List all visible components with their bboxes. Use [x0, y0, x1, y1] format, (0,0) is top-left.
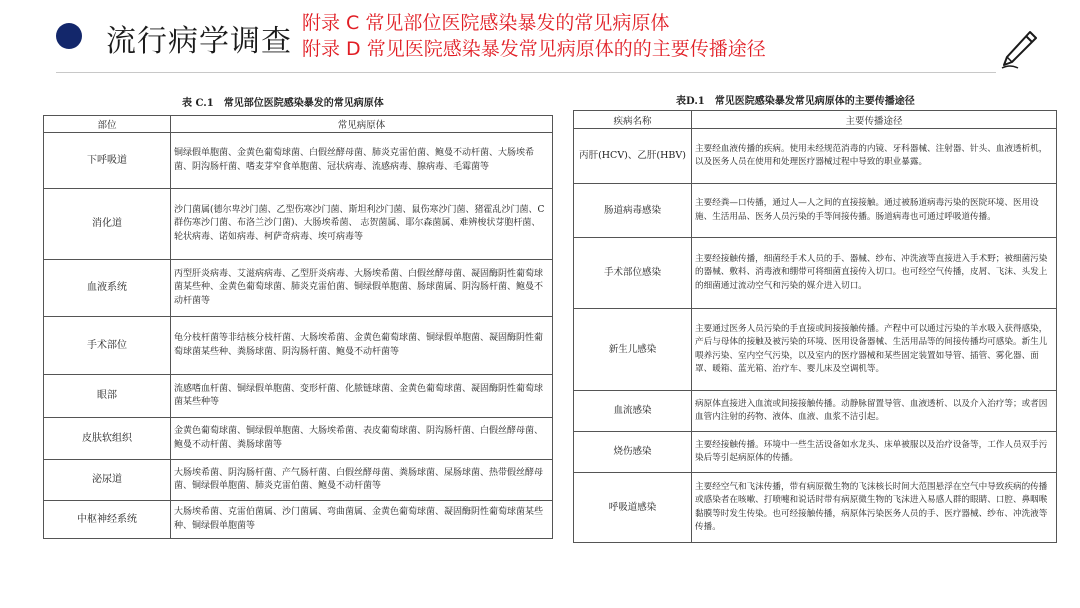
- table-c-caption: 表 C.1 常见部位医院感染暴发的常见病原体: [182, 98, 384, 109]
- site-cell: 中枢神经系统: [44, 501, 171, 539]
- route-cell: 主要经接触传播。环境中一些生活设备如水龙头、床单被服以及治疗设备等，工作人员双手污染后等引起病原体的传播。: [692, 432, 1057, 473]
- table-row: [44, 317, 553, 375]
- disease-cell: 血流感染: [574, 391, 692, 432]
- route-cell: 主要经粪—口传播，通过人—人之间的直接接触。通过被肠道病毒污染的医院环境、医用设施、生活用品、医务人员污染的手等间接传播。肠道病毒也可通过呼吸道传播。: [692, 184, 1057, 238]
- column-header: 常见病原体: [171, 116, 553, 133]
- disease-cell: 烧伤感染: [574, 432, 692, 473]
- table-row: [574, 184, 1057, 238]
- appendix-d-title: 附录 D 常见医院感染暴发常见病原体的的主要传播途径: [302, 38, 766, 60]
- pathogen-table: [43, 115, 553, 539]
- pathogen-cell: 金黄色葡萄球菌、铜绿假单胞菌、大肠埃希菌、表皮葡萄球菌、阴沟肠杆菌、白假丝酵母菌、鲍曼不动杆菌、粪肠球菌等: [171, 418, 553, 460]
- pathogen-cell: 龟分枝杆菌等非结核分枝杆菌、大肠埃希菌、金黄色葡萄球菌、铜绿假单胞菌、凝固酶阴性葡萄球菌某些种、粪肠球菌、阴沟肠杆菌、鲍曼不动杆菌等: [171, 317, 553, 375]
- pathogen-cell: 铜绿假单胞菌、金黄色葡萄球菌、白假丝酵母菌、肺炎克雷伯菌、鲍曼不动杆菌、大肠埃希菌、阴沟肠杆菌、嗜麦芽窄食单胞菌、冠状病毒、流感病毒、腺病毒、毛霉菌等: [171, 133, 553, 189]
- route-cell: 主要经空气和飞沫传播，带有病原微生物的飞沫核长时间大范围悬浮在空气中导致疾病的传播或感染者在咳嗽、打喷嚏和说话时带有病原微生物的飞沫进入易感人群的眼睛、口腔、鼻咽喉黏膜等时发生传染。也可经接触传播，病原体污染医务人员的手、医疗器械、纱布、冲洗液等传播。: [692, 473, 1057, 543]
- header-divider: [56, 72, 996, 73]
- table-header-row: [574, 111, 1057, 129]
- table-row: [44, 189, 553, 260]
- table-row: [574, 309, 1057, 391]
- disease-cell: 肠道病毒感染: [574, 184, 692, 238]
- table-row: [574, 432, 1057, 473]
- page-title: 流行病学调查: [106, 24, 292, 59]
- site-cell: 消化道: [44, 189, 171, 260]
- site-cell: 眼部: [44, 375, 171, 418]
- disease-cell: 呼吸道感染: [574, 473, 692, 543]
- table-row: [574, 391, 1057, 432]
- site-cell: 皮肤软组织: [44, 418, 171, 460]
- pathogen-cell: 流感嗜血杆菌、铜绿假单胞菌、变形杆菌、化脓链球菌、金黄色葡萄球菌、凝固酶阴性葡萄球菌某些种等: [171, 375, 553, 418]
- header-dot: [56, 23, 82, 49]
- pen-icon: [996, 28, 1040, 72]
- table-row: [574, 238, 1057, 309]
- table-row: [44, 460, 553, 501]
- disease-cell: 手术部位感染: [574, 238, 692, 309]
- route-cell: 主要通过医务人员污染的手直接或间接接触传播。产程中可以通过污染的羊水吸入获得感染，产后与母体的接触及被污染的环境、医用设备器械、生活用品等的间接传播均可感染。新生儿喂养污染、室内空气污染，以及室内的医疗器械和某些固定装置如导管、插管、雾化器、面罩、暖箱、蓝光箱、治疗车、婴儿床及空调机等。: [692, 309, 1057, 391]
- disease-cell: 新生儿感染: [574, 309, 692, 391]
- table-row: [44, 260, 553, 317]
- site-cell: 血液系统: [44, 260, 171, 317]
- pathogen-cell: 大肠埃希菌、克雷伯菌属、沙门菌属、弯曲菌属、金黄色葡萄球菌、凝固酶阴性葡萄球菌某些种、铜绿假单胞菌等: [171, 501, 553, 539]
- transmission-table: [573, 110, 1057, 543]
- table-d-caption: 表D.1 常见医院感染暴发常见病原体的主要传播途径: [676, 96, 915, 107]
- site-cell: 手术部位: [44, 317, 171, 375]
- table-header-row: [44, 116, 553, 133]
- column-header: 主要传播途径: [692, 111, 1057, 129]
- pathogen-cell: 沙门菌属(德尔卑沙门菌、乙型伤寒沙门菌、斯坦利沙门菌、鼠伤寒沙门菌、猪霍乱沙门菌、C 群伤寒沙门菌、布洛兰沙门菌)、大肠埃希菌、 志贺菌属、耶尔森菌属、难辨梭状芽胞杆菌、轮状病毒、诺如病毒、柯萨奇病毒、埃可病毒等: [171, 189, 553, 260]
- table-row: [574, 129, 1057, 184]
- route-cell: 病原体直接进入血流或间接接触传播。动静脉留置导管、血液透析、以及介入治疗等；或者因血管内注射的药物、液体、血液、血浆不洁引起。: [692, 391, 1057, 432]
- table-row: [44, 418, 553, 460]
- route-cell: 主要经血液传播的疾病。使用未经规范消毒的内镜、牙科器械、注射器、针头、血液透析机，以及医务人员在使用和处理医疗器械过程中导致的职业暴露。: [692, 129, 1057, 184]
- pathogen-cell: 丙型肝炎病毒、艾滋病病毒、乙型肝炎病毒、大肠埃希菌、白假丝酵母菌、凝固酶阴性葡萄球菌某些种、金黄色葡萄球菌、肺炎克雷伯菌、铜绿假单胞菌、肠球菌属、阴沟肠杆菌、鲍曼不动杆菌等: [171, 260, 553, 317]
- table-row: [44, 133, 553, 189]
- route-cell: 主要经接触传播，细菌经手术人员的手、器械、纱布、冲洗液等直接进入手术野；被细菌污染的器械、敷料、消毒液和绷带可将细菌直接传入切口。也可经空气传播，皮屑、飞沫、头发上的细菌通过流动空气和污染的媒介进入切口。: [692, 238, 1057, 309]
- appendix-titles: [302, 10, 766, 62]
- table-row: [44, 501, 553, 539]
- disease-cell: 丙肝(HCV)、乙肝(HBV): [574, 129, 692, 184]
- site-cell: 下呼吸道: [44, 133, 171, 189]
- column-header: 部位: [44, 116, 171, 133]
- appendix-c-title: 附录 C 常见部位医院感染暴发的常见病原体: [302, 12, 670, 34]
- pathogen-cell: 大肠埃希菌、阴沟肠杆菌、产气肠杆菌、白假丝酵母菌、粪肠球菌、屎肠球菌、热带假丝酵母菌、铜绿假单胞菌、肺炎克雷伯菌、鲍曼不动杆菌等: [171, 460, 553, 501]
- table-row: [574, 473, 1057, 543]
- site-cell: 泌尿道: [44, 460, 171, 501]
- table-row: [44, 375, 553, 418]
- column-header: 疾病名称: [574, 111, 692, 129]
